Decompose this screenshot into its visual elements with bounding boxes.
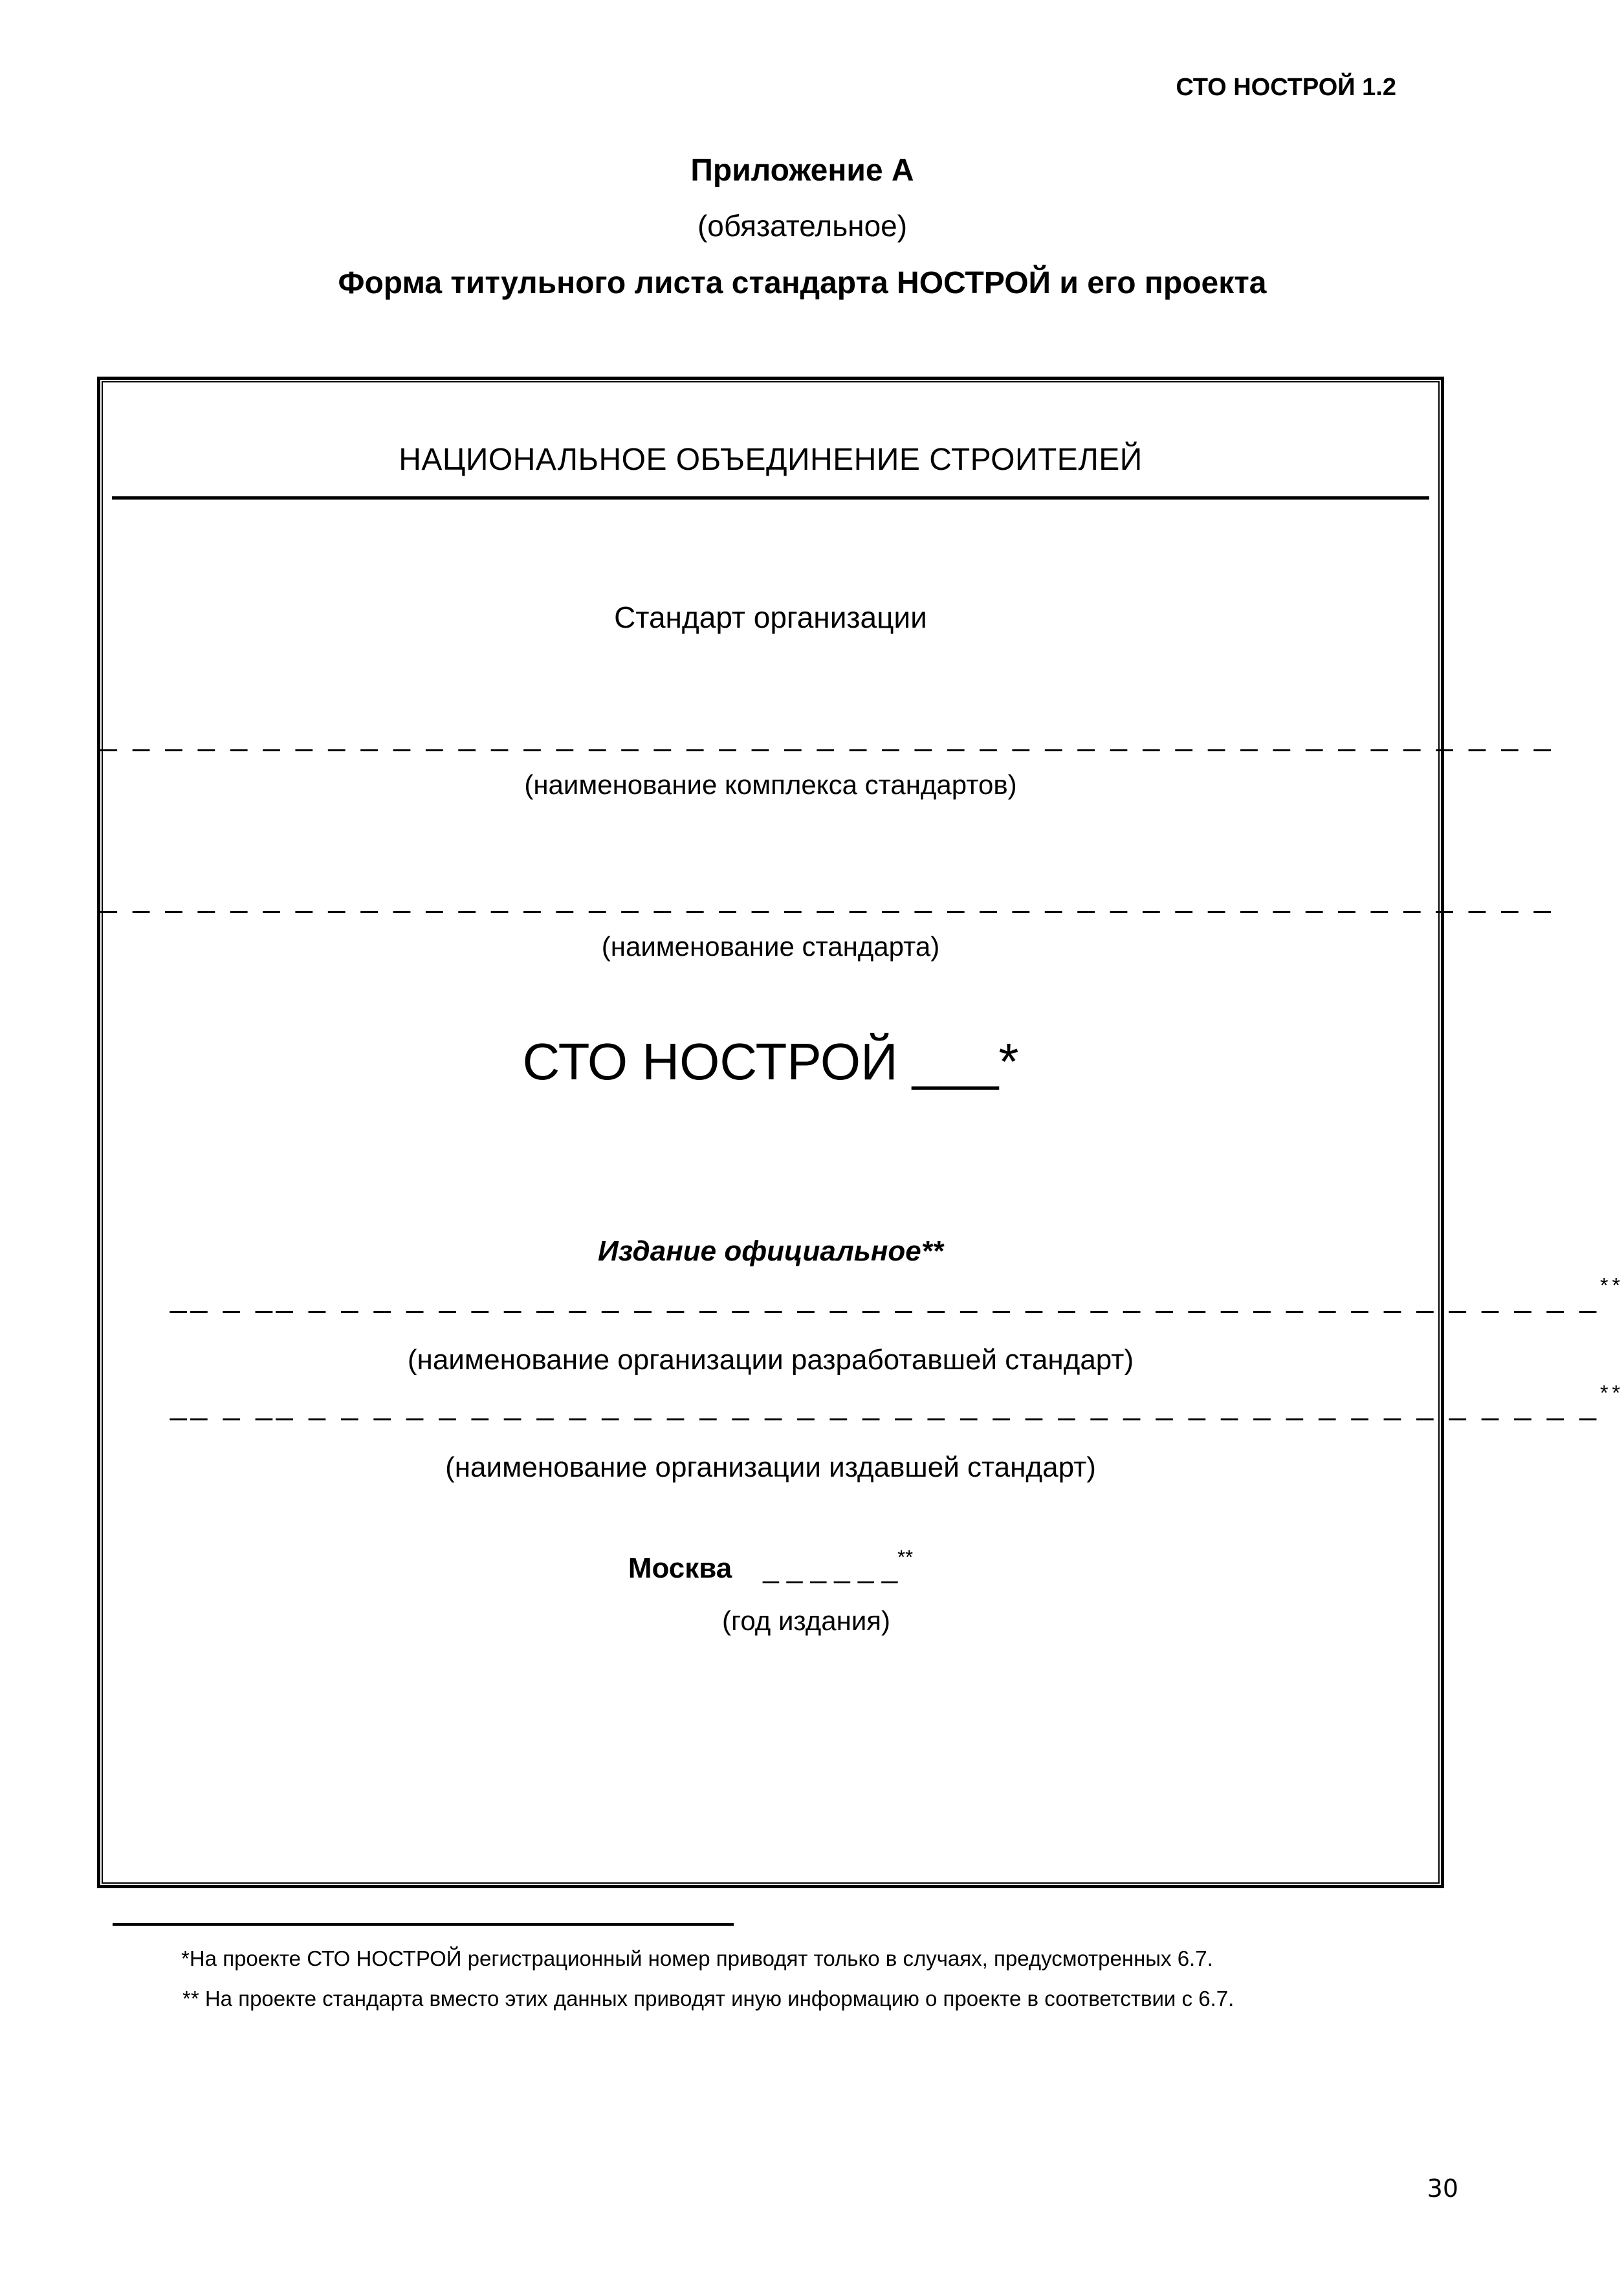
year-caption: (год издания) (721, 1605, 891, 1636)
developer-placeholder-line (170, 1273, 1624, 1314)
organization-name: НАЦИОНАЛЬНОЕ ОБЪЕДИНЕНИЕ СТРОИТЕЛЕЙ (399, 443, 1143, 477)
page-number: 30 (1427, 2174, 1458, 2203)
publisher-footnote-mark: ** (1600, 1381, 1624, 1405)
annex-subtitle: (обязательное) (697, 209, 908, 243)
organization-underline (112, 496, 1429, 500)
standard-name-caption: (наименование стандарта) (601, 931, 940, 962)
city-name: Москва (628, 1552, 732, 1584)
footnote-1: *На проекте СТО НОСТРОЙ регистрационный номер приводят только в случаях, предусмотренных 6.7. (181, 1946, 1213, 1970)
city-year-line (100, 1545, 1441, 1585)
standard-code: СТО НОСТРОЙ ___* (522, 1033, 1019, 1090)
developer-line-text: __ _ __ _ _ _ _ _ _ _ _ _ _ _ _ _ _ _ _ _ _ _ _ _ _ _ _ _ _ _ _ _ _ _ _ _ _ _ _ _ _ _ _ (170, 1280, 1601, 1314)
annex-caption: Форма титульного листа стандарта НОСТРОЙ и его проекта (338, 266, 1267, 300)
year-placeholder: _ _ _ _ _ _ (763, 1552, 898, 1584)
footnote-separator (113, 1923, 734, 1926)
annex-title: Приложение А (690, 153, 914, 188)
year-footnote-mark: ** (897, 1545, 914, 1569)
complex-name-caption: (наименование комплекса стандартов) (524, 769, 1017, 800)
edition-label: Издание официальное** (598, 1235, 943, 1267)
publisher-line-text: __ _ __ _ _ _ _ _ _ _ _ _ _ _ _ _ _ _ _ _ _ _ _ _ _ _ _ _ _ _ _ _ _ _ _ _ _ _ _ _ _ _ _ (170, 1387, 1601, 1421)
title-page-form-frame (97, 377, 1624, 1888)
developer-footnote-mark: ** (1600, 1273, 1624, 1297)
publisher-placeholder-line (170, 1381, 1624, 1422)
complex-name-placeholder-line: _ _ _ _ _ _ _ _ _ _ _ _ _ _ _ _ _ _ _ _ _ _ _ _ _ _ _ _ _ _ _ _ _ _ _ _ _ _ _ _ _ _ _ _ _ (100, 718, 1555, 752)
developer-caption: (наименование организации разработавшей стандарт) (407, 1344, 1134, 1376)
footnote-2: ** На проекте стандарта вместо этих данных приводят иную информацию о проекте в соответствии с 6.7. (182, 1987, 1234, 2011)
standard-name-placeholder-line: _ _ _ _ _ _ _ _ _ _ _ _ _ _ _ _ _ _ _ _ _ _ _ _ _ _ _ _ _ _ _ _ _ _ _ _ _ _ _ _ _ _ _ _ _ (100, 880, 1555, 914)
document-code-header: СТО НОСТРОЙ 1.2 (1176, 74, 1396, 101)
publisher-caption: (наименование организации издавшей стандарт) (445, 1451, 1096, 1483)
standard-kind: Стандарт организации (614, 601, 927, 634)
